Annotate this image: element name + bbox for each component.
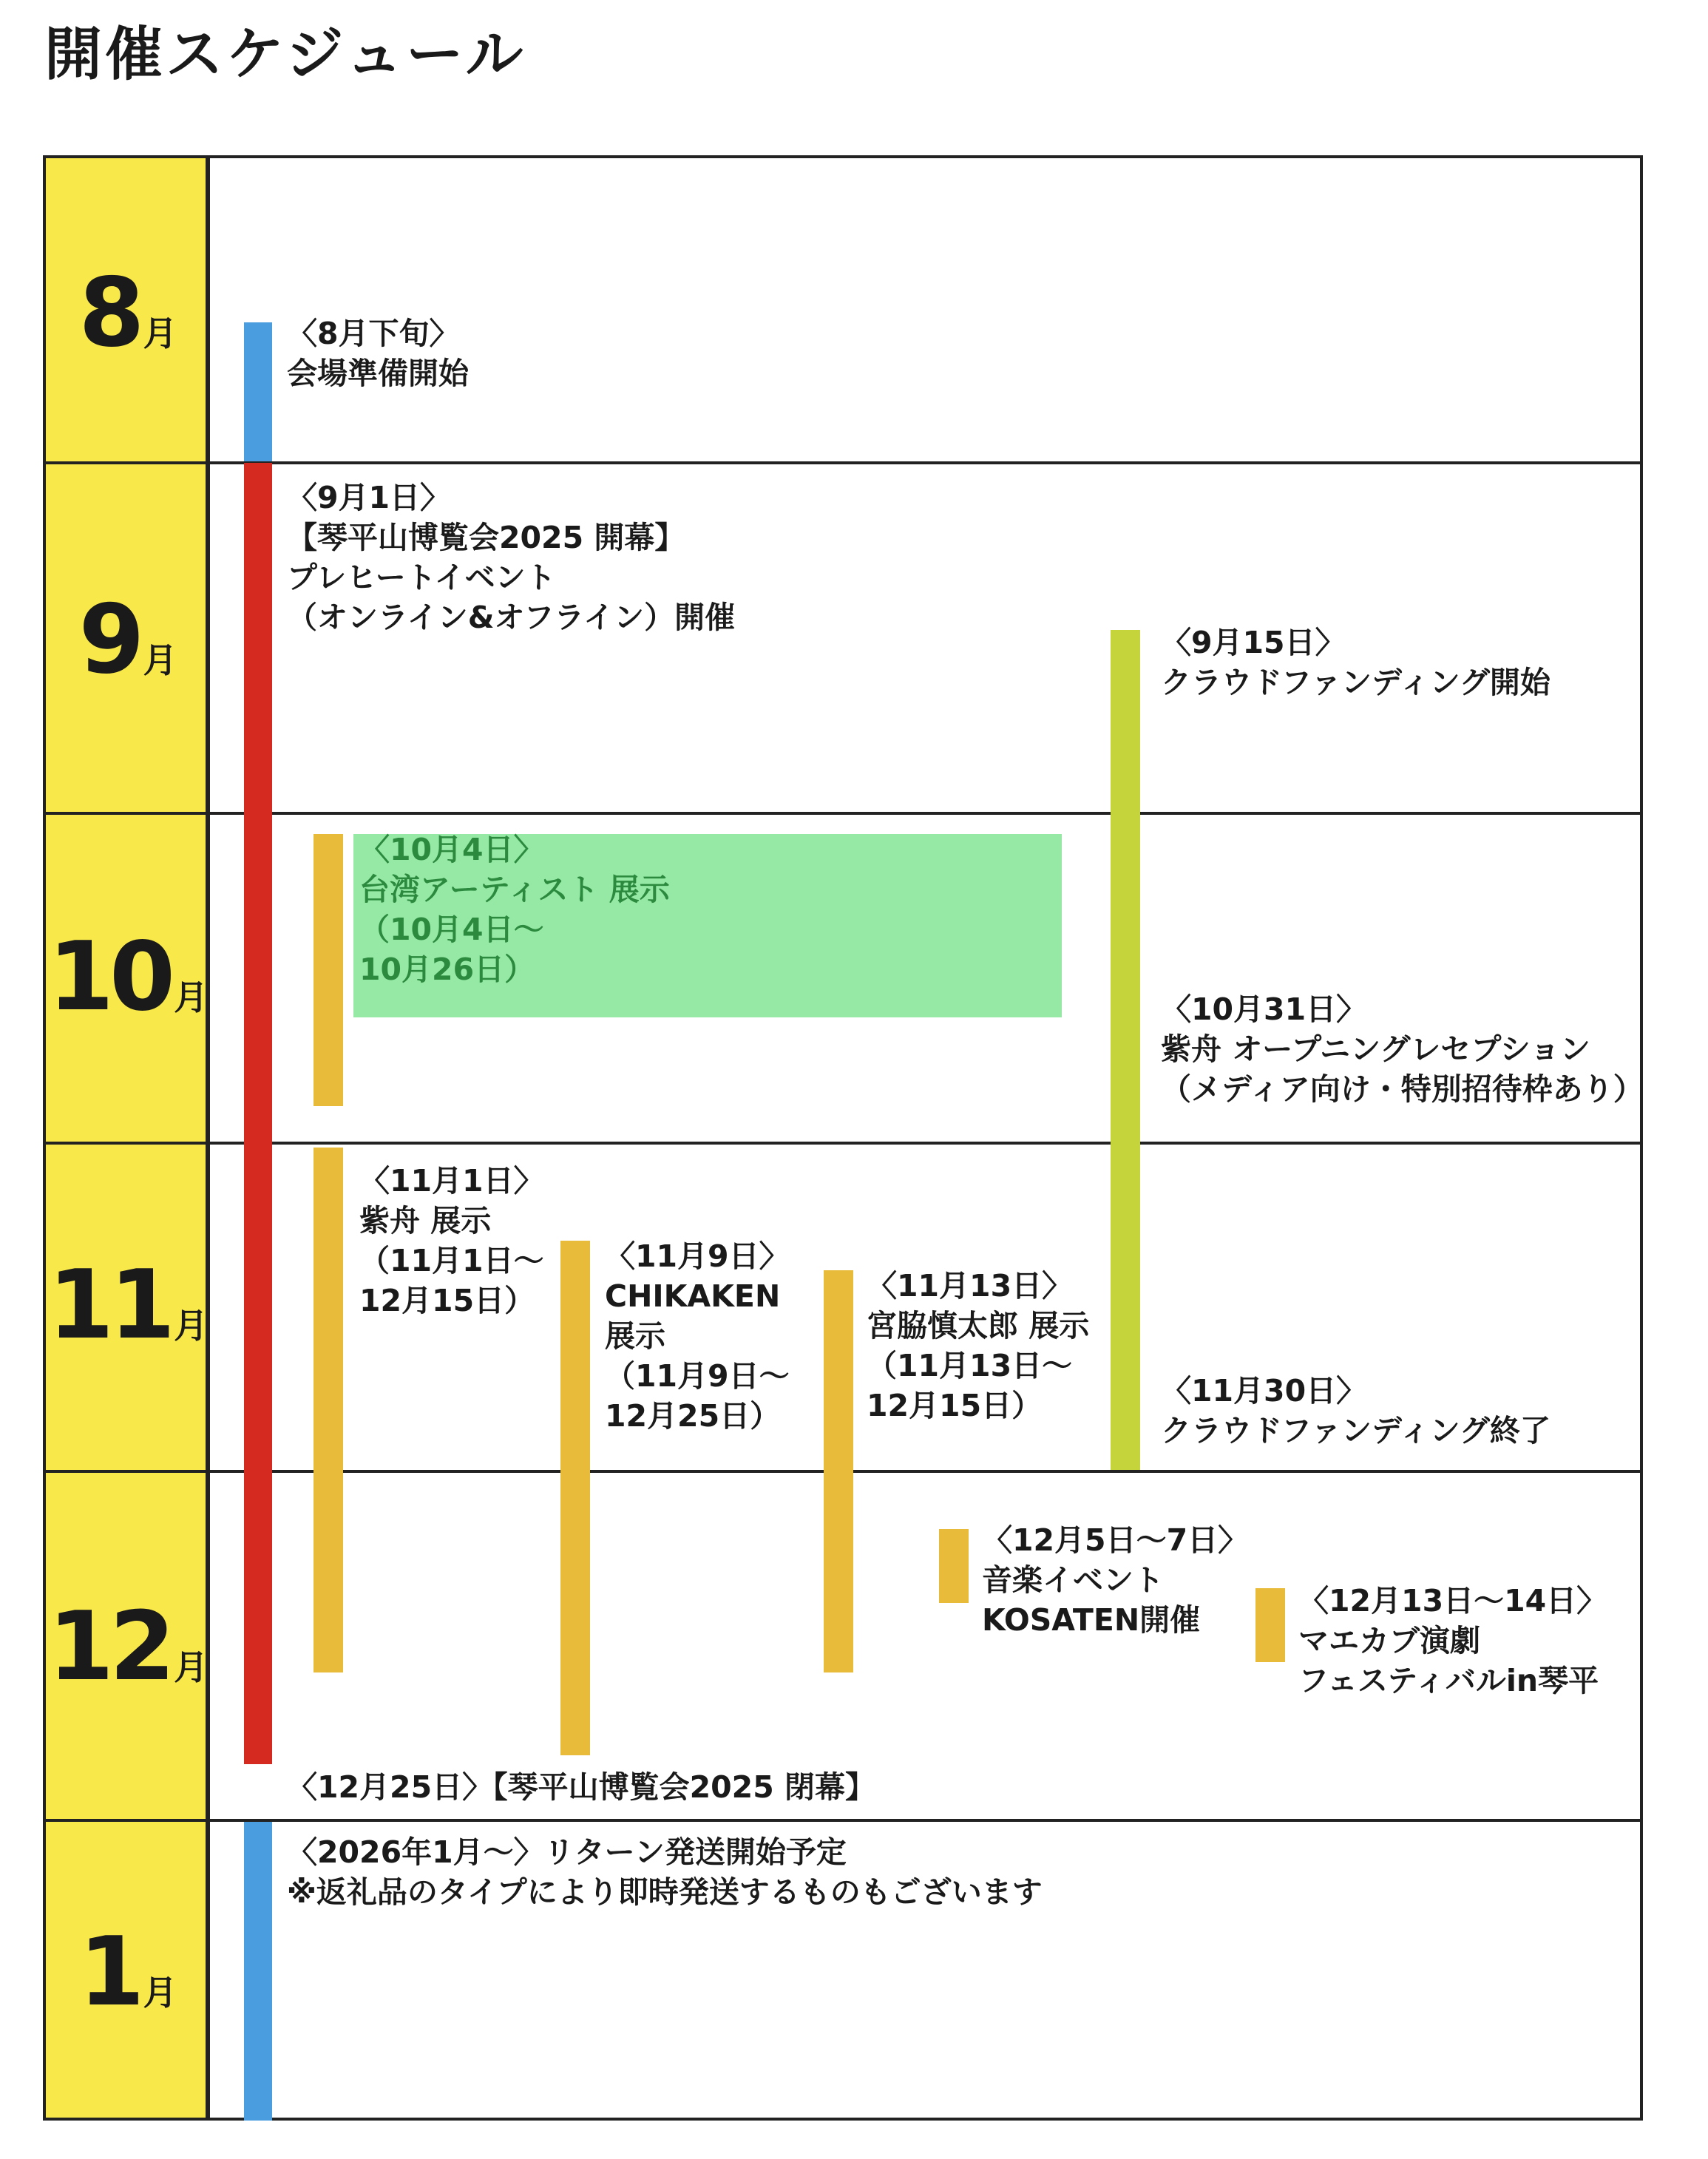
event-expo-close: 〈12月25日〉【琴平山博覧会2025 閉幕】 [287, 1769, 875, 1805]
crowdfunding-bar [1111, 630, 1140, 1470]
theatre-festival-bar [1255, 1588, 1285, 1662]
event-crowdfunding-start: 〈9月15日〉 クラウドファンディング開始 [1161, 625, 1551, 700]
event-chikaken-exhibit: 〈11月9日〉 CHIKAKEN 展示 （11月9日～ 12月25日） [605, 1238, 790, 1434]
music-event-bar [939, 1529, 969, 1603]
month-label-sep: 9月 [78, 585, 177, 695]
event-music-kosaten: 〈12月5日～7日〉 音楽イベント KOSATEN開催 [982, 1522, 1249, 1638]
event-taiwan-exhibit: 〈10月4日〉 台湾アーティスト 展示 （10月4日～ 10月26日） [359, 832, 670, 987]
row-divider [46, 1819, 1640, 1822]
return-shipping-bar [244, 1822, 272, 2121]
event-theatre-festival: 〈12月13日～14日〉 マエカブ演劇 フェスティバルin琴平 [1298, 1583, 1607, 1698]
month-label-aug: 8月 [78, 258, 177, 368]
event-crowdfunding-end: 〈11月30日〉 クラウドファンディング終了 [1161, 1373, 1551, 1448]
event-aug-prep: 〈8月下旬〉 会場準備開始 [287, 316, 469, 391]
event-miyawaki-exhibit: 〈11月13日〉 宮脇慎太郎 展示 （11月13日～ 12月15日） [867, 1268, 1090, 1423]
month-column [46, 158, 210, 2118]
event-shishu-exhibit: 〈11月1日〉 紫舟 展示 （11月1日～ 12月15日） [359, 1163, 544, 1318]
shishu-exhibit-bar [314, 1148, 343, 1672]
month-label-oct: 10月 [47, 922, 209, 1032]
event-expo-open: 〈9月1日〉 【琴平山博覧会2025 開幕】 プレヒートイベント （オンライン&オフライン）開催 [287, 480, 736, 635]
miyawaki-exhibit-bar [824, 1270, 853, 1672]
event-return-shipping: 〈2026年1月～〉リターン発送開始予定 ※返礼品のタイプにより即時発送するものもございます [287, 1834, 1043, 1910]
row-divider [46, 1142, 1640, 1145]
schedule-table [43, 155, 1643, 2121]
row-divider [46, 812, 1640, 815]
month-label-nov: 11月 [47, 1250, 209, 1360]
row-divider [46, 461, 1640, 464]
month-label-jan: 1月 [78, 1917, 177, 2027]
taiwan-exhibit-bar [314, 834, 343, 1106]
month-label-dec: 12月 [47, 1592, 209, 1702]
event-opening-reception: 〈10月31日〉 紫舟 オープニングレセプション （メディア向け・特別招待枠あり） [1161, 992, 1644, 1107]
page-title: 開催スケジュール [44, 21, 526, 88]
chikaken-exhibit-bar [560, 1241, 590, 1755]
expo-period-bar [244, 463, 272, 1764]
aug-prep-bar [244, 322, 272, 461]
